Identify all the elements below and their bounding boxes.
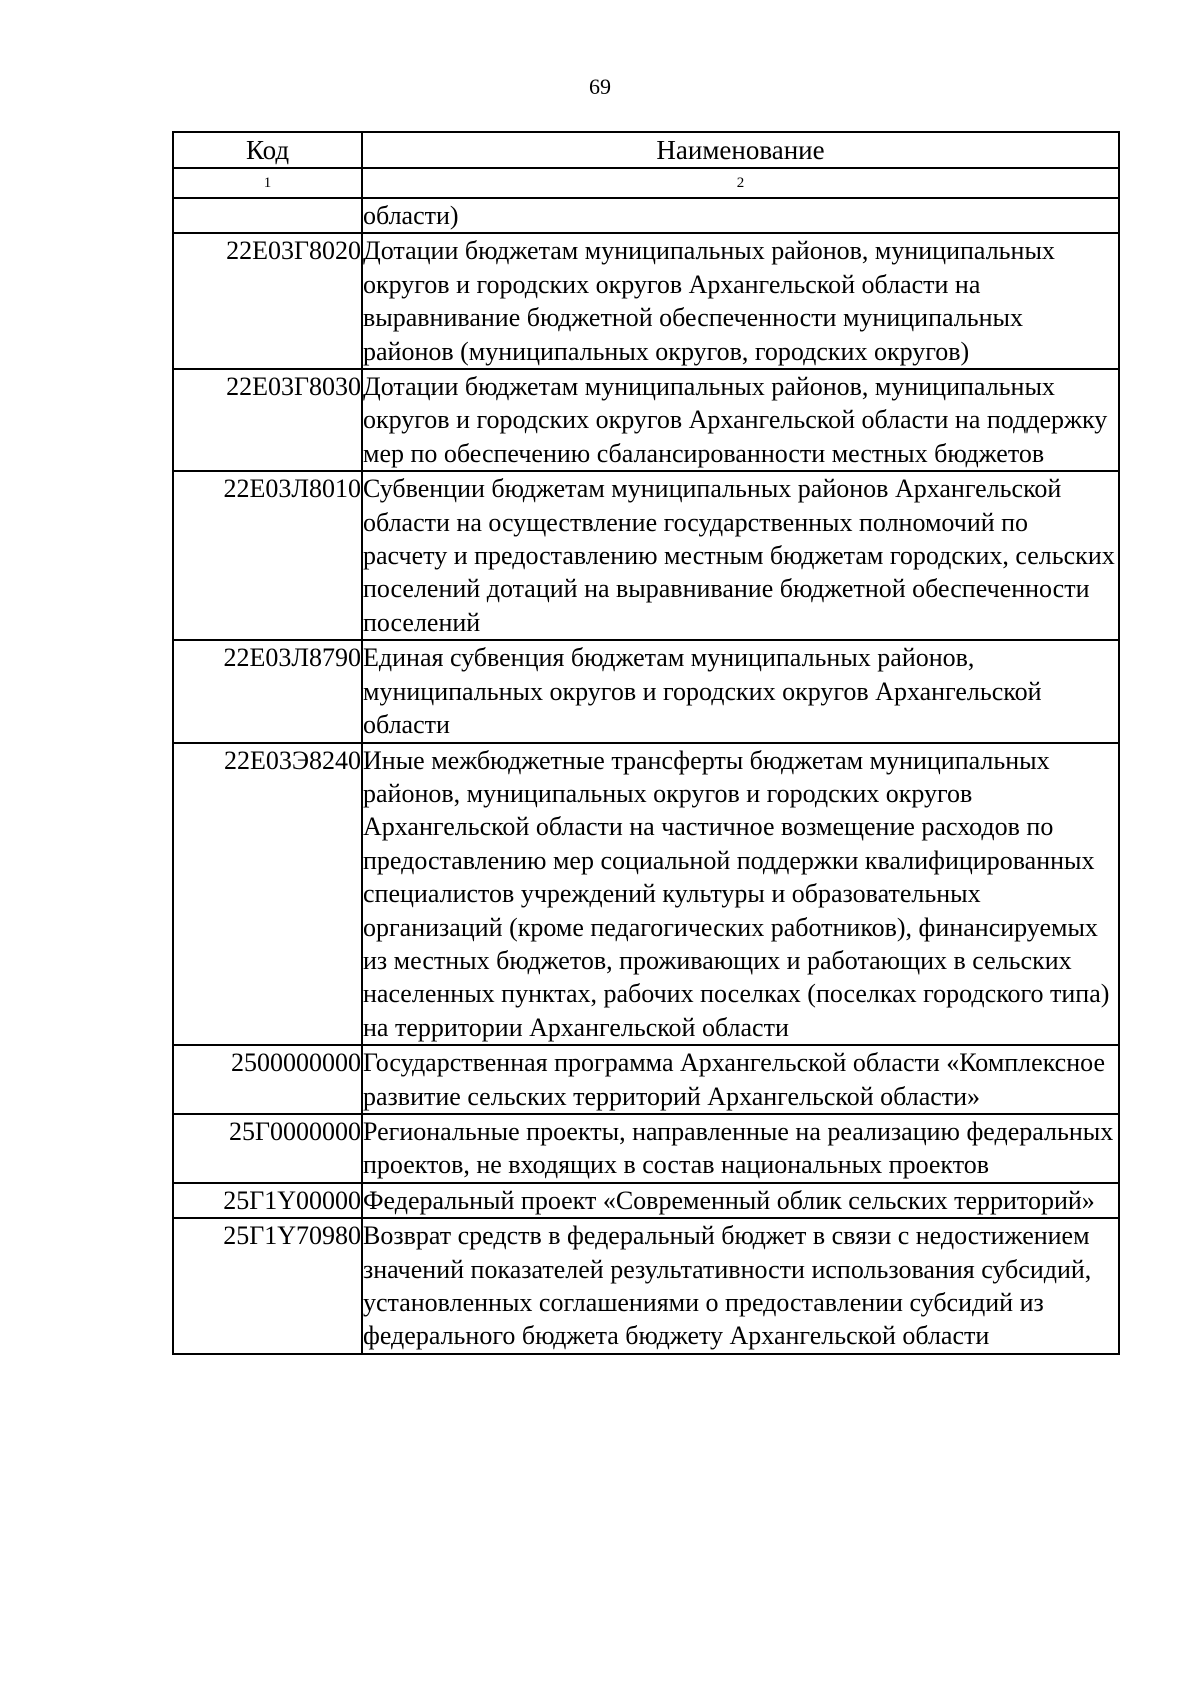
row-code: 22Е03Л8790: [173, 640, 362, 742]
column-number-row: [173, 168, 1119, 198]
row-code: 25Г1Y00000: [173, 1183, 362, 1218]
row-code: 2500000000: [173, 1045, 362, 1114]
table-row: [173, 471, 1119, 640]
table-row: [173, 1218, 1119, 1354]
row-name: Региональные проекты, направленные на реализацию федеральных проектов, не входящих в состав национальных проектов: [362, 1114, 1119, 1183]
column-number-name: 2: [362, 168, 1119, 198]
page-number: 69: [589, 74, 611, 99]
row-name: Государственная программа Архангельской области «Комплексное развитие сельских территорий Архангельской области»: [362, 1045, 1119, 1114]
table-header-row: [173, 132, 1119, 168]
table-row: [173, 369, 1119, 471]
row-name: Дотации бюджетам муниципальных районов, муниципальных округов и городских округов Архангельской области на выравнивание бюджетной обеспеченности муниципальных районов (муниципальных округов, городских округов): [362, 233, 1119, 369]
row-code: 22Е03Г8030: [173, 369, 362, 471]
row-code: [173, 198, 362, 233]
row-name: Иные межбюджетные трансферты бюджетам муниципальных районов, муниципальных округов и городских округов Архангельской области на частичное возмещение расходов по предоставлению мер социальной поддержки квалифицированных специалистов учреждений культуры и образовательных организаций (кроме педагогических работников), финансируемых из местных бюджетов, проживающих и работающих в сельских населенных пунктах, рабочих поселках (поселках городского типа) на территории Архангельской области: [362, 743, 1119, 1046]
row-code: 22Е03Г8020: [173, 233, 362, 369]
row-name: области): [362, 198, 1119, 233]
table-row: [173, 743, 1119, 1046]
row-code: 22Е03Э8240: [173, 743, 362, 1046]
row-name: Субвенции бюджетам муниципальных районов Архангельской области на осуществление государственных полномочий по расчету и предоставлению местным бюджетам городских, сельских поселений дотаций на выравнивание бюджетной обеспеченности поселений: [362, 471, 1119, 640]
header-name: Наименование: [362, 132, 1119, 168]
row-code: 25Г0000000: [173, 1114, 362, 1183]
row-name: Единая субвенция бюджетам муниципальных районов, муниципальных округов и городских округов Архангельской области: [362, 640, 1119, 742]
row-code: 22Е03Л8010: [173, 471, 362, 640]
table-row: [173, 1183, 1119, 1218]
table-row: [173, 1045, 1119, 1114]
row-name: Дотации бюджетам муниципальных районов, муниципальных округов и городских округов Архангельской области на поддержку мер по обеспечению сбалансированности местных бюджетов: [362, 369, 1119, 471]
table-row: [173, 233, 1119, 369]
column-number-code: 1: [173, 168, 362, 198]
row-code: 25Г1Y70980: [173, 1218, 362, 1354]
budget-codes-table: [172, 131, 1120, 1355]
table-row: [173, 1114, 1119, 1183]
table-row: [173, 198, 1119, 233]
row-name: Федеральный проект «Современный облик сельских территорий»: [362, 1183, 1119, 1218]
row-name: Возврат средств в федеральный бюджет в связи с недостижением значений показателей результативности использования субсидий, установленных соглашениями о предоставлении субсидий из федерального бюджета бюджету Архангельской области: [362, 1218, 1119, 1354]
table-row: [173, 640, 1119, 742]
header-code: Код: [173, 132, 362, 168]
